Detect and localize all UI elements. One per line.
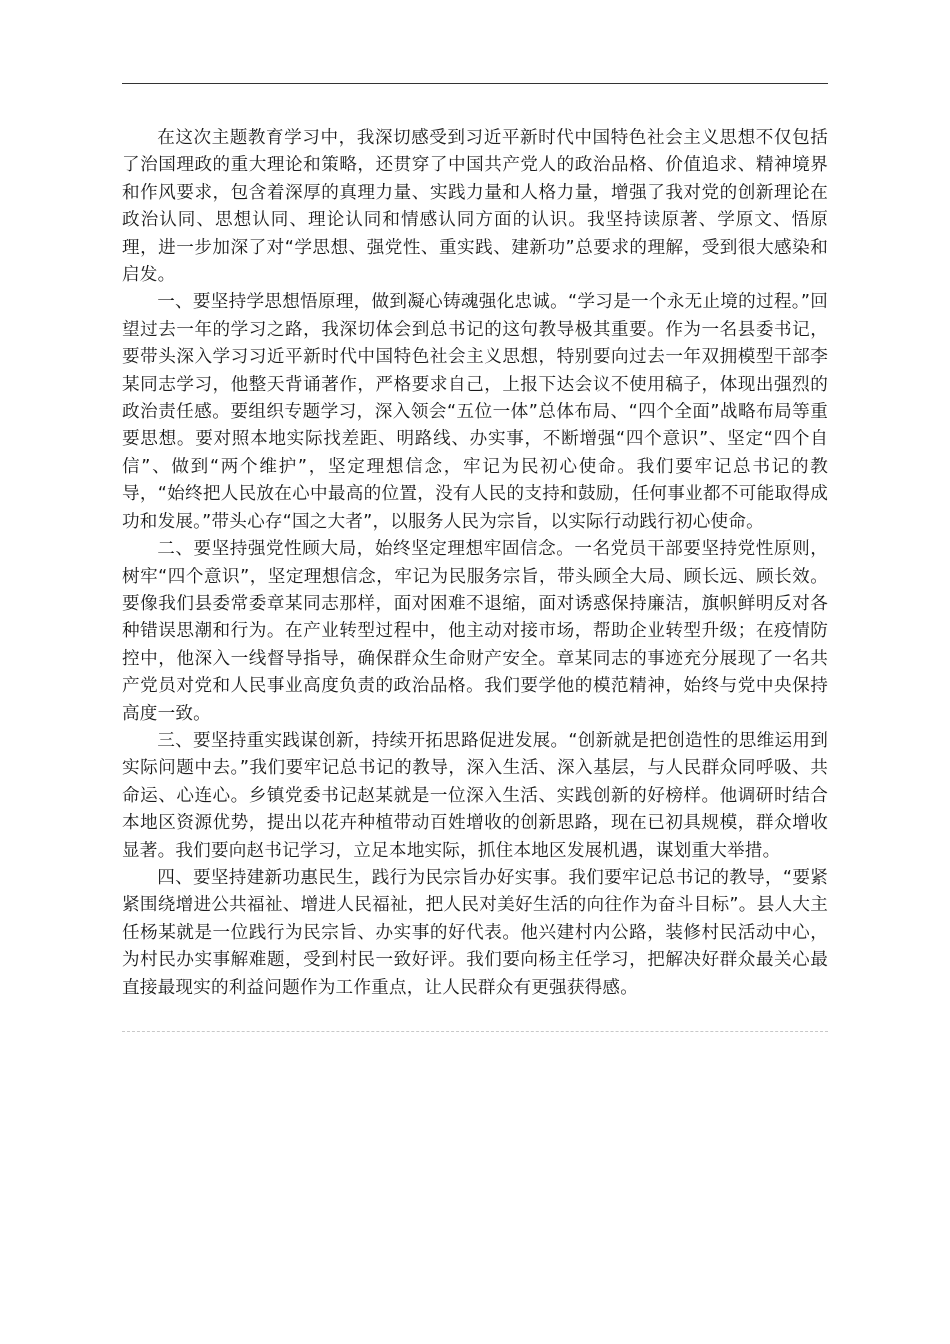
section-one-paragraph: 一、要坚持学思想悟原理，做到凝心铸魂强化忠诚。“学习是一个永无止境的过程。”回望过去一年的学习之路，我深切体会到总书记的这句教导极其重要。作为一名县委书记，要带头深入学习习近平新时代中国特色社会主义思想，特别要向过去一年双拥模型干部李某同志学习，他整天背诵著作，严格要求自己，上报下达会议不使用稿子，体现出强烈的政治责任感。要组织专题学习，深入领会“五位一体”总体布局、“四个全面”战略布局等重要思想。要对照本地实际找差距、明路线、办实事，不断增强“四个意识”、坚定“四个自信”、做到“两个维护”，坚定理想信念，牢记为民初心使命。我们要牢记总书记的教导，“始终把人民放在心中最高的位置，没有人民的支持和鼓励，任何事业都不可能取得成功和发展。”带头心存“国之大者”，以服务人民为宗旨，以实际行动践行初心使命。: [122, 292, 828, 532]
footer-rule: [122, 1031, 828, 1032]
section-three-paragraph: 三、要坚持重实践谋创新，持续开拓思路促进发展。“创新就是把创造性的思维运用到实际问题中去。”我们要牢记总书记的教导，深入生活、深入基层，与人民群众同呼吸、共命运、心连心。乡镇党委书记赵某就是一位深入生活、实践创新的好榜样。他调研时结合本地区资源优势，提出以花卉种植带动百姓增收的创新思路，现在已初具规模，群众增收显著。我们要向赵书记学习，立足本地实际，抓住本地区发展机遇，谋划重大举措。: [122, 730, 828, 861]
document-body: [122, 125, 828, 1002]
section-four-paragraph: 四、要坚持建新功惠民生，践行为民宗旨办好实事。我们要牢记总书记的教导，“要紧紧围绕增进公共福祉、增进人民福祉，把人民对美好生活的向往作为奋斗目标”。县人大主任杨某就是一位践行为民宗旨、办实事的好代表。他兴建村内公路，装修村民活动中心，为村民办实事解难题，受到村民一致好评。我们要向杨主任学习，把解决好群众最关心最直接最现实的利益问题作为工作重点，让人民群众有更强获得感。: [122, 867, 828, 998]
intro-paragraph: 在这次主题教育学习中，我深切感受到习近平新时代中国特色社会主义思想不仅包括了治国理政的重大理论和策略，还贯穿了中国共产党人的政治品格、价值追求、精神境界和作风要求，包含着深厚的真理力量、实践力量和人格力量，增强了我对党的创新理论在政治认同、思想认同、理论认同和情感认同方面的认识。我坚持读原著、学原文、悟原理，进一步加深了对“学思想、强党性、重实践、建新功”总要求的理解，受到很大感染和启发。: [122, 128, 828, 286]
section-two-paragraph: 二、要坚持强党性顾大局，始终坚定理想牢固信念。一名党员干部要坚持党性原则，树牢“四个意识”，坚定理想信念，牢记为民服务宗旨，带头顾全大局、顾长远、顾长效。要像我们县委常委章某同志那样，面对困难不退缩，面对诱惑保持廉洁，旗帜鲜明反对各种错误思潮和行为。在产业转型过程中，他主动对接市场，帮助企业转型升级；在疫情防控中，他深入一线督导指导，确保群众生命财产安全。章某同志的事迹充分展现了一名共产党员对党和人民事业高度负责的政治品格。我们要学他的模范精神，始终与党中央保持高度一致。: [122, 539, 828, 724]
header-rule: [122, 83, 828, 84]
